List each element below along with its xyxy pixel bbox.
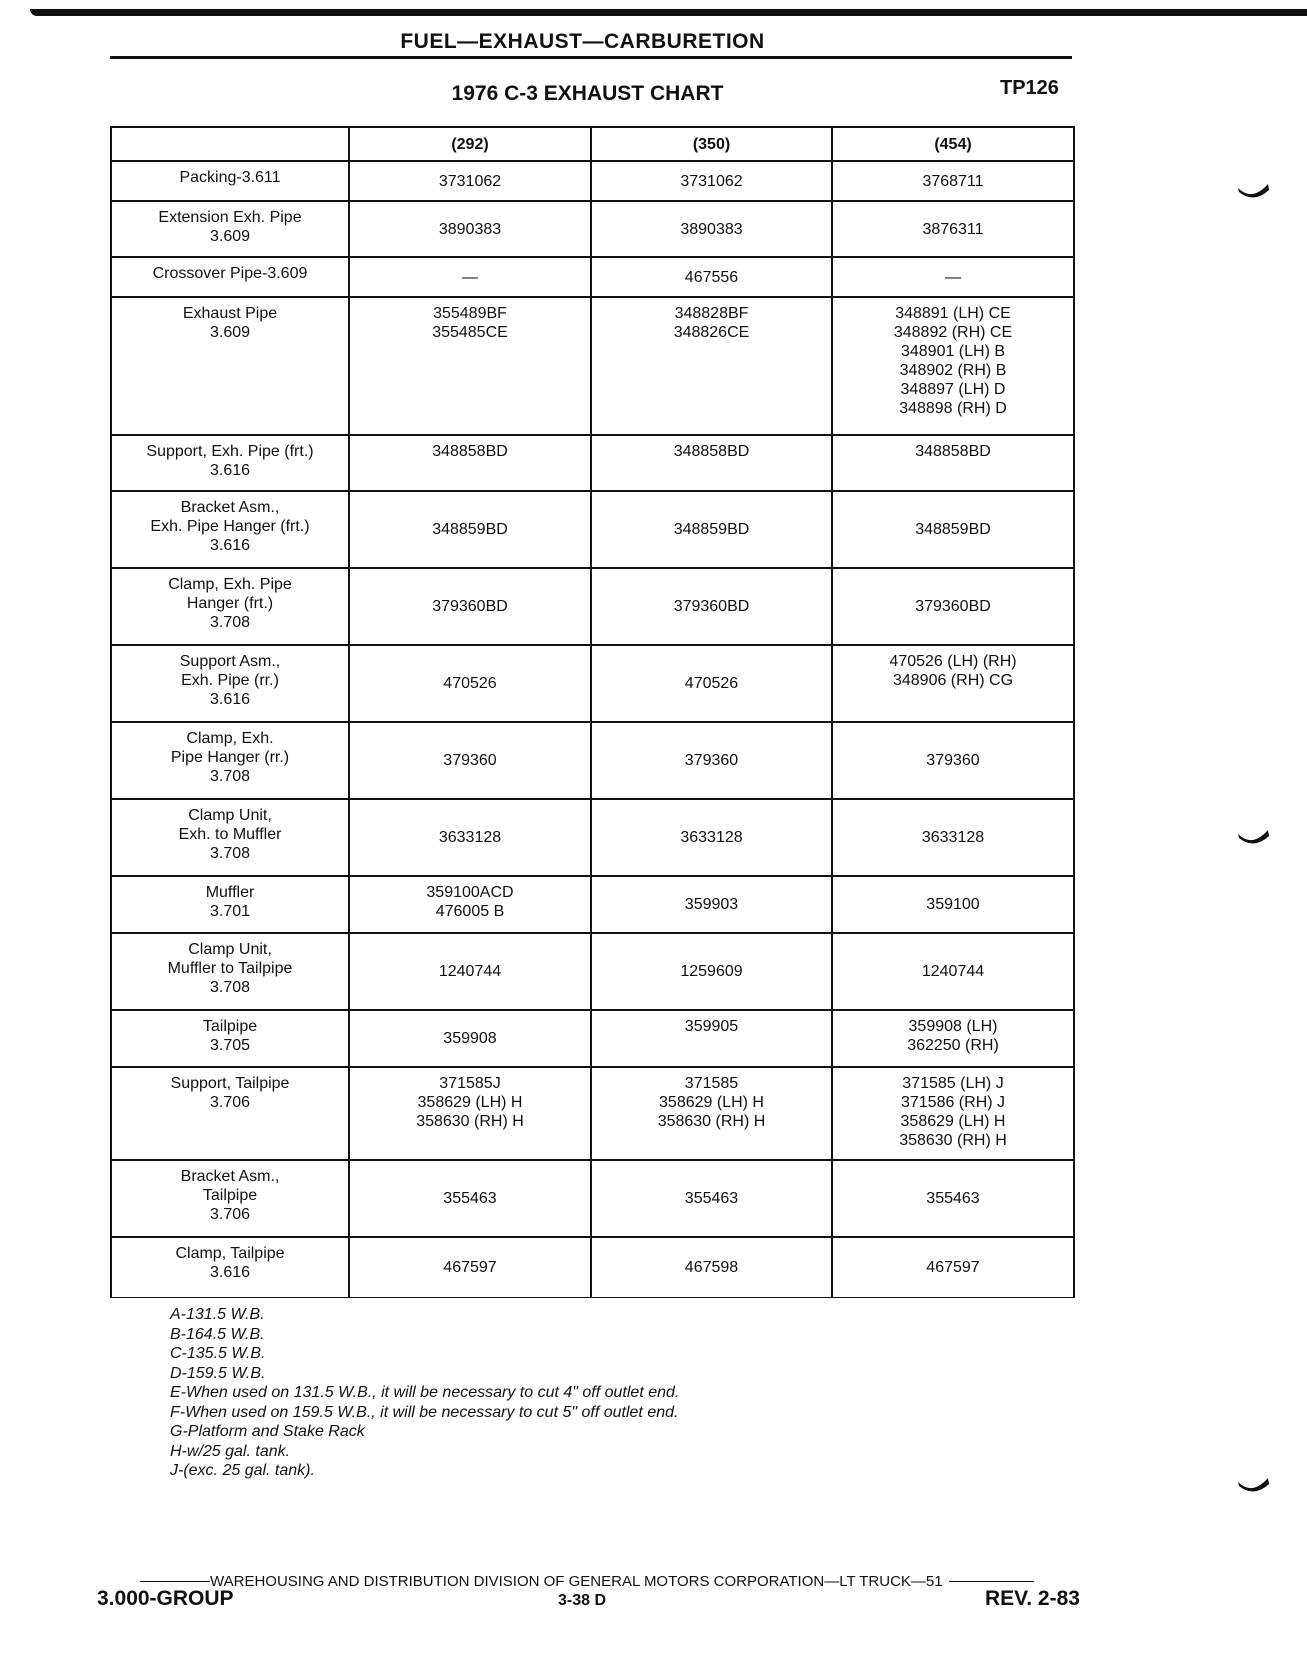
value-350-cell: 1259609 bbox=[591, 933, 832, 1010]
value-292-cell: 348858BD bbox=[349, 435, 591, 491]
section-title: FUEL—EXHAUST—CARBURETION bbox=[400, 30, 765, 53]
table-row bbox=[111, 876, 1074, 933]
value-454-cell: 371585 (LH) J 371586 (RH) J 358629 (LH) H 358630 (RH) H bbox=[832, 1067, 1074, 1160]
table-row bbox=[111, 933, 1074, 1010]
part-cell: Bracket Asm., Tailpipe 3.706 bbox=[111, 1160, 349, 1237]
binder-hole-mark-icon bbox=[1238, 180, 1270, 202]
part-cell: Clamp, Exh. Pipe Hanger (rr.) 3.708 bbox=[111, 722, 349, 799]
footer-dash-right bbox=[949, 1581, 1034, 1582]
value-454-cell: 348859BD bbox=[832, 491, 1074, 568]
value-454-cell: 348891 (LH) CE 348892 (RH) CE 348901 (LH) B 348902 (RH) B 348897 (LH) D 348898 (RH) D bbox=[832, 297, 1074, 435]
value-292-cell: 1240744 bbox=[349, 933, 591, 1010]
value-292-cell: 348859BD bbox=[349, 491, 591, 568]
value-454-cell: 348858BD bbox=[832, 435, 1074, 491]
value-454-cell: 467597 bbox=[832, 1237, 1074, 1297]
value-350-cell: 359905 bbox=[591, 1010, 832, 1067]
table-row bbox=[111, 201, 1074, 257]
value-350-cell: 371585 358629 (LH) H 358630 (RH) H bbox=[591, 1067, 832, 1160]
part-cell: Support, Exh. Pipe (frt.) 3.616 bbox=[111, 435, 349, 491]
value-292-cell: 3890383 bbox=[349, 201, 591, 257]
footnote-item: H-w/25 gal. tank. bbox=[170, 1442, 291, 1460]
value-350-cell: 467556 bbox=[591, 257, 832, 297]
top-border-bar bbox=[30, 9, 1307, 16]
value-454-cell: 3768711 bbox=[832, 161, 1074, 201]
value-292-cell: 467597 bbox=[349, 1237, 591, 1297]
table-row bbox=[111, 1160, 1074, 1237]
value-292-cell: 371585J 358629 (LH) H 358630 (RH) H bbox=[349, 1067, 591, 1160]
value-292-cell: 379360 bbox=[349, 722, 591, 799]
column-header-292: (292) bbox=[349, 127, 591, 161]
value-454-cell: — bbox=[832, 257, 1074, 297]
value-350-cell: 348828BF 348826CE bbox=[591, 297, 832, 435]
footnote-item: C-135.5 W.B. bbox=[170, 1345, 266, 1362]
value-454-cell: 379360BD bbox=[832, 568, 1074, 645]
footnote-item: F-When used on 159.5 W.B., it will be necessary to cut 5" off outlet end. bbox=[170, 1403, 679, 1421]
footer-division-line bbox=[140, 1573, 1080, 1590]
table-row bbox=[111, 568, 1074, 645]
table-row bbox=[111, 1237, 1074, 1297]
value-454-cell: 3633128 bbox=[832, 799, 1074, 876]
table-header-row bbox=[111, 127, 1074, 161]
binder-hole-mark-icon bbox=[1238, 1474, 1270, 1496]
value-350-cell: 3633128 bbox=[591, 799, 832, 876]
footnote-item: E-When used on 131.5 W.B., it will be necessary to cut 4" off outlet end. bbox=[170, 1384, 680, 1401]
part-cell: Clamp Unit, Muffler to Tailpipe 3.708 bbox=[111, 933, 349, 1010]
table-row bbox=[111, 1010, 1074, 1067]
value-292-cell: 470526 bbox=[349, 645, 591, 722]
value-292-cell: 359100ACD 476005 B bbox=[349, 876, 591, 933]
footnote-item: A-131.5 W.B. bbox=[170, 1306, 265, 1323]
value-292-cell: 355489BF 355485CE bbox=[349, 297, 591, 435]
footnotes bbox=[170, 1305, 679, 1481]
value-292-cell: 3731062 bbox=[349, 161, 591, 201]
part-cell: Muffler 3.701 bbox=[111, 876, 349, 933]
chart-title: 1976 C-3 EXHAUST CHART bbox=[451, 82, 724, 105]
value-350-cell: 470526 bbox=[591, 645, 832, 722]
table-row bbox=[111, 799, 1074, 876]
value-292-cell: — bbox=[349, 257, 591, 297]
part-cell: Clamp Unit, Exh. to Muffler 3.708 bbox=[111, 799, 349, 876]
table-row bbox=[111, 435, 1074, 491]
value-454-cell: 379360 bbox=[832, 722, 1074, 799]
part-cell: Crossover Pipe-3.609 bbox=[111, 257, 349, 297]
value-350-cell: 379360 bbox=[591, 722, 832, 799]
part-cell: Clamp, Exh. Pipe Hanger (frt.) 3.708 bbox=[111, 568, 349, 645]
table-row bbox=[111, 297, 1074, 435]
part-cell: Support Asm., Exh. Pipe (rr.) 3.616 bbox=[111, 645, 349, 722]
column-header-350: (350) bbox=[591, 127, 832, 161]
value-350-cell: 3890383 bbox=[591, 201, 832, 257]
value-292-cell: 355463 bbox=[349, 1160, 591, 1237]
value-350-cell: 3731062 bbox=[591, 161, 832, 201]
value-454-cell: 3876311 bbox=[832, 201, 1074, 257]
table-row bbox=[111, 257, 1074, 297]
footer-page-number: 3-38 D bbox=[558, 1592, 607, 1609]
value-350-cell: 467598 bbox=[591, 1237, 832, 1297]
exhaust-parts-table bbox=[110, 126, 1075, 1298]
footnote-item: D-159.5 W.B. bbox=[170, 1364, 266, 1382]
value-292-cell: 359908 bbox=[349, 1010, 591, 1067]
table-row bbox=[111, 1067, 1074, 1160]
value-350-cell: 348859BD bbox=[591, 491, 832, 568]
binder-hole-mark-icon bbox=[1238, 826, 1270, 848]
value-454-cell: 359100 bbox=[832, 876, 1074, 933]
table-row bbox=[111, 722, 1074, 799]
part-cell: Support, Tailpipe 3.706 bbox=[111, 1067, 349, 1160]
chart-code: TP126 bbox=[1000, 77, 1059, 99]
footnote-item: B-164.5 W.B. bbox=[170, 1325, 265, 1343]
footnote-item: J-(exc. 25 gal. tank). bbox=[170, 1462, 315, 1479]
value-350-cell: 359903 bbox=[591, 876, 832, 933]
footnote-item: G-Platform and Stake Rack bbox=[170, 1423, 365, 1440]
value-292-cell: 379360BD bbox=[349, 568, 591, 645]
section-rule bbox=[110, 56, 1072, 59]
footer-group: 3.000-GROUP bbox=[97, 1587, 234, 1610]
column-header-part bbox=[111, 127, 349, 161]
column-header-454: (454) bbox=[832, 127, 1074, 161]
part-cell: Exhaust Pipe 3.609 bbox=[111, 297, 349, 435]
table-row bbox=[111, 645, 1074, 722]
value-350-cell: 355463 bbox=[591, 1160, 832, 1237]
part-cell: Packing-3.611 bbox=[111, 161, 349, 201]
value-350-cell: 379360BD bbox=[591, 568, 832, 645]
value-454-cell: 1240744 bbox=[832, 933, 1074, 1010]
value-454-cell: 359908 (LH) 362250 (RH) bbox=[832, 1010, 1074, 1067]
part-cell: Bracket Asm., Exh. Pipe Hanger (frt.) 3.616 bbox=[111, 491, 349, 568]
value-292-cell: 3633128 bbox=[349, 799, 591, 876]
table-row bbox=[111, 161, 1074, 201]
footer-division-text: WAREHOUSING AND DISTRIBUTION DIVISION OF GENERAL MOTORS CORPORATION—LT TRUCK—51 bbox=[210, 1573, 943, 1590]
part-cell: Extension Exh. Pipe 3.609 bbox=[111, 201, 349, 257]
value-350-cell: 348858BD bbox=[591, 435, 832, 491]
footer-revision: REV. 2-83 bbox=[985, 1587, 1080, 1610]
table-row bbox=[111, 491, 1074, 568]
part-cell: Clamp, Tailpipe 3.616 bbox=[111, 1237, 349, 1297]
part-cell: Tailpipe 3.705 bbox=[111, 1010, 349, 1067]
value-454-cell: 470526 (LH) (RH) 348906 (RH) CG bbox=[832, 645, 1074, 722]
footer-dash-left bbox=[140, 1581, 210, 1582]
value-454-cell: 355463 bbox=[832, 1160, 1074, 1237]
